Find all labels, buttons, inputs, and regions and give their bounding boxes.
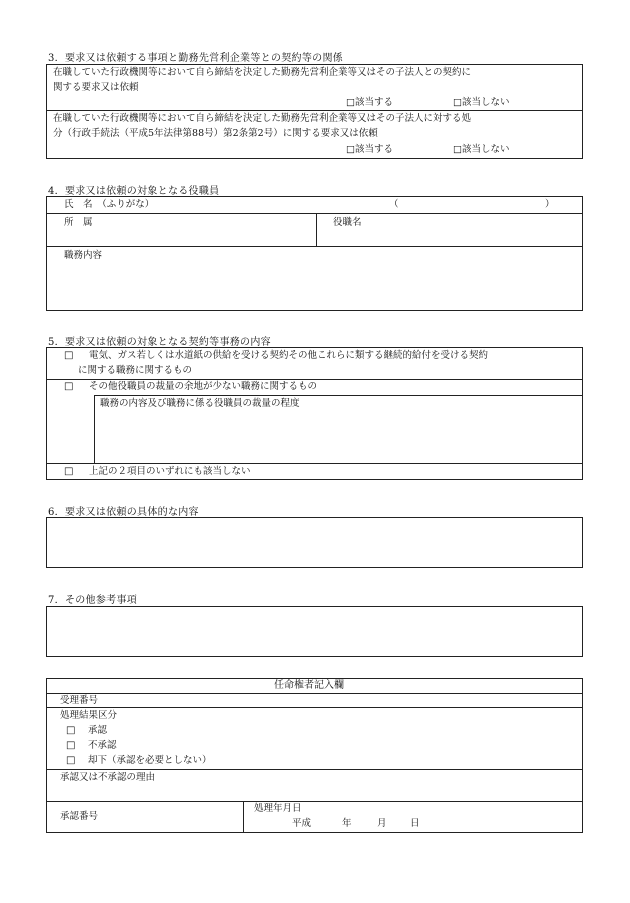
date-era: 平成 bbox=[292, 818, 312, 829]
row1-applicable-checkbox[interactable]: □該当する bbox=[346, 97, 393, 108]
item2-detail-label: 職務の内容及び職務に係る役職員の裁量の程度 bbox=[100, 398, 300, 409]
appointer-divider-4 bbox=[46, 801, 583, 802]
duties-label: 職務内容 bbox=[64, 250, 103, 261]
reason-label: 承認又は不承認の理由 bbox=[60, 772, 156, 783]
appointer-vdivider bbox=[243, 801, 244, 833]
section-6-title: 6．要求又は依頼の具体的な内容 bbox=[48, 507, 199, 518]
appointer-divider-2 bbox=[46, 707, 583, 708]
date-month: 月 bbox=[377, 818, 387, 829]
row1-text-line1: 在職していた行政機関等において自ら締結を決定した勤務先営利企業等又はその子法人との契約に bbox=[53, 67, 472, 78]
row1-text-line2: 関する要求又は依頼 bbox=[53, 82, 139, 93]
appointer-divider-3 bbox=[46, 769, 583, 770]
section-7-textarea[interactable] bbox=[46, 606, 583, 657]
reject-checkbox[interactable]: □ bbox=[66, 755, 76, 766]
section-4-vdivider bbox=[316, 213, 317, 246]
position-label: 役職名 bbox=[333, 217, 362, 228]
date-year: 年 bbox=[342, 818, 352, 829]
section-4-title: 4．要求又は依頼の対象となる役職員 bbox=[48, 186, 220, 197]
section-5-divider-1 bbox=[46, 379, 583, 380]
item3-checkbox[interactable]: □ bbox=[64, 466, 74, 477]
name-label: 氏 名 （ふりがな） bbox=[64, 199, 155, 210]
item1-checkbox[interactable]: □ bbox=[64, 350, 74, 361]
item3-text: 上記の２項目のいずれにも該当しない bbox=[89, 466, 251, 477]
section-7-title: 7．その他参考事項 bbox=[48, 595, 138, 606]
disapprove-checkbox[interactable]: □ bbox=[66, 740, 76, 751]
section-5-title: 5．要求又は依頼の対象となる契約等事務の内容 bbox=[48, 337, 271, 348]
approve-label: 承認 bbox=[88, 725, 108, 736]
row2-text-line2: 分（行政手続法（平成5年法律第88号）第2条第2号）に関する要求又は依頼 bbox=[53, 128, 378, 139]
name-paren-close: ） bbox=[545, 199, 555, 210]
row2-text-line1: 在職していた行政機関等において自ら締結を決定した勤務先営利企業等又はその子法人に対する処 bbox=[53, 113, 472, 124]
reject-label: 却下（承認を必要としない） bbox=[88, 755, 212, 766]
affiliation-label: 所 属 bbox=[64, 217, 93, 228]
item2-text: その他役職員の裁量の余地が少ない職務に関するもの bbox=[89, 381, 318, 392]
section-6-textarea[interactable] bbox=[46, 517, 583, 568]
processing-date-label: 処理年月日 bbox=[254, 803, 302, 814]
receipt-number-label: 受理番号 bbox=[60, 695, 99, 706]
approve-checkbox[interactable]: □ bbox=[66, 725, 76, 736]
appointer-header: 任命権者記入欄 bbox=[274, 680, 344, 691]
row1-not-applicable-checkbox[interactable]: □該当しない bbox=[453, 97, 510, 108]
section-4-divider-1 bbox=[46, 213, 583, 214]
date-day: 日 bbox=[410, 818, 420, 829]
item1-text-line2: に関する職務に関するもの bbox=[78, 365, 193, 376]
name-paren-open: （ bbox=[389, 199, 399, 210]
section-3-title: 3．要求又は依頼する事項と勤務先営利企業等との契約等の関係 bbox=[48, 53, 344, 64]
row2-not-applicable-checkbox[interactable]: □該当しない bbox=[453, 144, 510, 155]
approval-number-label: 承認番号 bbox=[60, 811, 99, 822]
item1-text-line1: 電気、ガス若しくは水道紙の供給を受ける契約その他これらに類する継続的給付を受ける契約 bbox=[89, 350, 489, 361]
result-category-label: 処理結果区分 bbox=[60, 710, 118, 721]
row2-applicable-checkbox[interactable]: □該当する bbox=[346, 144, 393, 155]
section-3-divider bbox=[46, 110, 583, 111]
appointer-divider-1 bbox=[46, 693, 583, 694]
disapprove-label: 不承認 bbox=[88, 740, 117, 751]
item2-checkbox[interactable]: □ bbox=[64, 381, 74, 392]
section-4-divider-2 bbox=[46, 246, 583, 247]
